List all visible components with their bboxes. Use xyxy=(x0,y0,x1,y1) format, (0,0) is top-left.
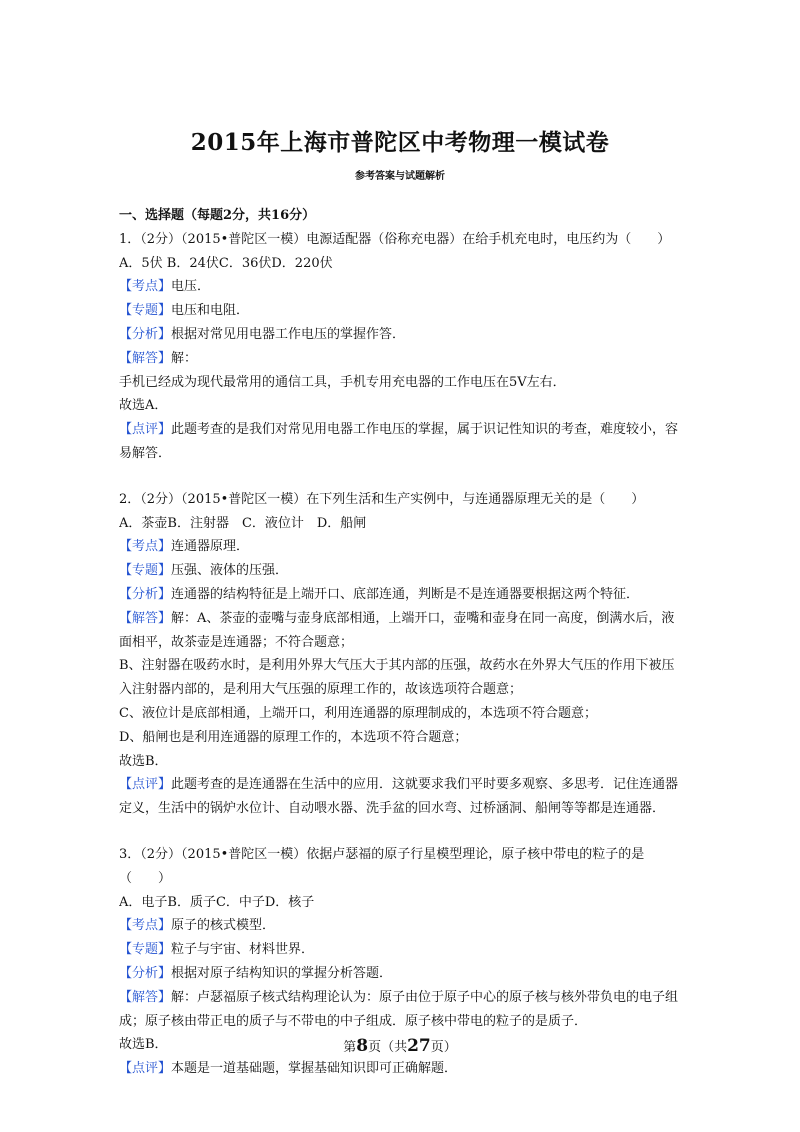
kaodian-label: 【考点】 xyxy=(119,539,172,555)
page-footer xyxy=(0,1036,800,1056)
question-3-dianping xyxy=(119,1057,683,1081)
dianping-text: 本题是一道基础题，掌握基础知识即可正确解题． xyxy=(171,1061,458,1077)
question-2-option-b-analysis: B、注射器在吸药水时，是利用外界大气压大于其内部的压强，故药水在外界大气压的作用下被压入注射器内部的，是利用大气压强的原理工作的，故该选项符合题意； xyxy=(119,658,675,698)
fenxi-text: 根据对常见用电器工作电压的掌握作答． xyxy=(171,326,406,342)
page-title: 2015年上海市普陀区中考物理一模试卷 xyxy=(190,129,610,156)
question-1-options: A．5伏 B．24伏C．36伏D．220伏 xyxy=(119,255,333,271)
zhuanti-label: 【专题】 xyxy=(119,303,172,319)
question-2-fenxi xyxy=(119,583,683,607)
zhuanti-text: 压强、液体的压强． xyxy=(171,563,289,579)
fenxi-label: 【分析】 xyxy=(119,965,172,981)
jieda-text: 解： xyxy=(171,350,198,366)
zhuanti-text: 粒子与宇宙、材料世界． xyxy=(171,942,315,958)
zhuanti-text: 电压和电阻． xyxy=(171,303,250,319)
kaodian-text: 连通器原理． xyxy=(171,539,250,555)
total-page-count: 27 xyxy=(407,1036,431,1056)
dianping-label: 【点评】 xyxy=(119,1061,172,1077)
jieda-label: 【解答】 xyxy=(119,989,172,1005)
question-2-dianping xyxy=(119,773,683,821)
question-1-kaodian xyxy=(119,275,683,299)
jieda-label: 【解答】 xyxy=(119,350,172,366)
question-1-jieda xyxy=(119,347,683,371)
footer-middle: 页（共 xyxy=(368,1040,408,1055)
question-1 xyxy=(119,228,683,466)
question-1-stem: 1．（2分）（2015•普陀区一模）电源适配器（俗称充电器）在给手机充电时，电压约为（ ） xyxy=(119,231,671,247)
question-3-fenxi xyxy=(119,962,683,986)
section-heading: 一、选择题（每题2分，共16分） xyxy=(119,208,316,223)
fenxi-label: 【分析】 xyxy=(119,326,172,342)
question-2-option-d-analysis: D、船闸也是利用连通器的原理工作的，本选项不符合题意； xyxy=(119,729,468,745)
dianping-text: 此题考查的是连通器在生活中的应用．这就要求我们平时要多观察、多思考．记住连通器定义，生活中的锅炉水位计、自动喂水器、洗手盆的回水弯、过桥涵洞、船闸等等都是连通器． xyxy=(119,777,679,817)
question-2-choice: 故选B． xyxy=(119,753,168,769)
question-3-stem: 3．（2分）（2015•普陀区一模）依据卢瑟福的原子行星模型理论，原子核中带电的粒子的是（ ） xyxy=(119,846,645,886)
jieda-text: 解：卢瑟福原子核式结构理论认为：原子由位于原子中心的原子核与核外带负电的电子组成；原子核由带正电的质子与不带电的中子组成．原子核中带电的粒子的是质子． xyxy=(119,989,679,1029)
question-3-kaodian xyxy=(119,914,683,938)
question-1-fenxi xyxy=(119,323,683,347)
dianping-text: 此题考查的是我们对常见用电器工作电压的掌握，属于识记性知识的考查，难度较小，容易解答． xyxy=(119,422,679,461)
question-2-option-c-analysis: C、液位计是底部相通，上端开口，利用连通器的原理制成的，本选项不符合题意； xyxy=(119,705,597,721)
question-1-jieda-body: 手机已经成为现代最常用的通信工具，手机专用充电器的工作电压在5V左右． xyxy=(119,374,566,390)
document-body xyxy=(119,204,683,1081)
footer-suffix: 页） xyxy=(430,1040,457,1055)
dianping-label: 【点评】 xyxy=(119,777,172,793)
fenxi-text: 连通器的结构特征是上端开口、底部连通，判断是不是连通器要根据这两个特征． xyxy=(171,586,640,602)
question-2-zhuanti xyxy=(119,559,683,583)
page-subtitle: 参考答案与试题解析 xyxy=(355,171,445,182)
question-2-stem: 2．（2分）（2015•普陀区一模）在下列生活和生产实例中，与连通器原理无关的是（ ） xyxy=(119,491,645,507)
footer-prefix: 第 xyxy=(343,1040,357,1055)
fenxi-text: 根据对原子结构知识的掌握分析答题． xyxy=(171,965,393,981)
question-3-options: A．电子B．质子C．中子D．核子 xyxy=(119,894,315,910)
question-1-zhuanti xyxy=(119,299,683,323)
kaodian-label: 【考点】 xyxy=(119,918,172,934)
kaodian-label: 【考点】 xyxy=(119,279,172,295)
question-2-kaodian xyxy=(119,535,683,559)
fenxi-label: 【分析】 xyxy=(119,586,172,602)
question-1-choice: 故选A． xyxy=(119,398,168,414)
kaodian-text: 电压． xyxy=(171,279,211,295)
dianping-label: 【点评】 xyxy=(119,422,172,438)
question-3-choice: 故选B． xyxy=(119,1037,168,1053)
question-1-dianping xyxy=(119,418,683,466)
zhuanti-label: 【专题】 xyxy=(119,563,172,579)
question-2-jieda xyxy=(119,607,683,655)
current-page-number: 8 xyxy=(356,1036,369,1056)
zhuanti-label: 【专题】 xyxy=(119,942,172,958)
question-2 xyxy=(119,488,683,821)
kaodian-text: 原子的核式模型． xyxy=(171,918,276,934)
question-2-options: A．茶壶B．注射器 C．液位计 D．船闸 xyxy=(119,515,367,531)
question-3-zhuanti xyxy=(119,938,683,962)
jieda-text: 解：A、茶壶的壶嘴与壶身底部相通，上端开口，壶嘴和壶身在同一高度，倒满水后，液面相平，故茶壶是连通器；不符合题意； xyxy=(119,610,675,650)
question-3-jieda xyxy=(119,986,683,1034)
jieda-label: 【解答】 xyxy=(119,610,172,626)
